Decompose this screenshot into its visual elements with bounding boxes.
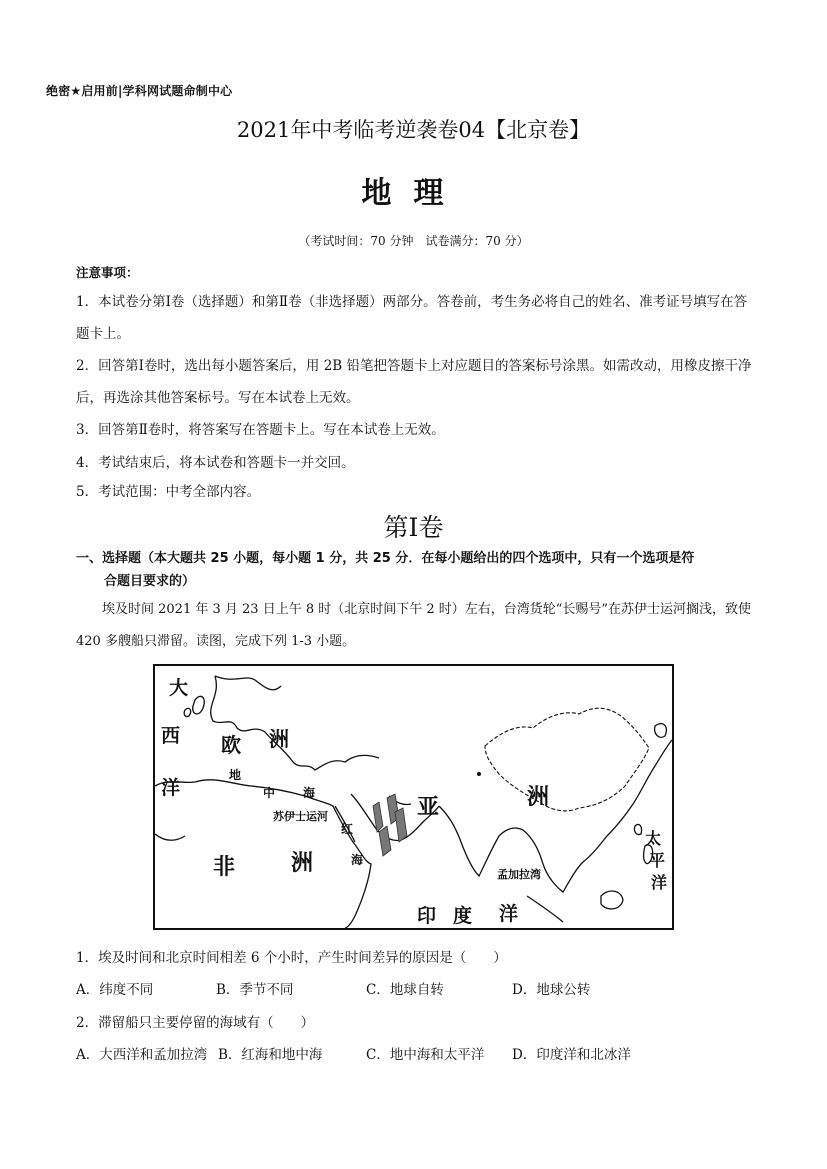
label-ya: 亚 bbox=[417, 795, 440, 820]
notice-item-2: 2．回答第Ⅰ卷时，选出每小题答案后，用 2B 铅笔把答题卡上对应题目的答案标号涂黑。如需改动，用橡皮擦干净后，再选涂其他答案标号。写在本试卷上无效。 bbox=[76, 358, 752, 406]
label-hai: 海 bbox=[303, 786, 316, 800]
notice-heading: 注意事项： bbox=[76, 265, 139, 280]
exam-info: （考试时间：70 分钟 试卷满分：70 分） bbox=[298, 234, 529, 248]
label-yin: 印 bbox=[417, 905, 437, 927]
beijing-marker bbox=[477, 772, 481, 776]
label-zhou-af: 洲 bbox=[291, 851, 314, 876]
label-di: 地 bbox=[229, 768, 242, 782]
section-title: 第Ⅰ卷 bbox=[383, 513, 444, 542]
q2-option-a[interactable]: A．大西洋和孟加拉湾 bbox=[76, 1047, 208, 1063]
taiwan bbox=[634, 824, 641, 834]
label-zhou-eu: 洲 bbox=[269, 727, 289, 751]
label-du: 度 bbox=[453, 905, 473, 927]
notice-item-3: 3．回答第Ⅱ卷时，将答案写在答题卡上。写在本试卷上无效。 bbox=[76, 422, 445, 438]
question-intro: 埃及时间 2021 年 3 月 23 日上午 8 时（北京时间下午 2 时）左右，台湾货轮“长赐号”在苏伊士运河搁浅，致使 420 多艘船只滞留。读图，完成下列 1-3 小题。 bbox=[76, 602, 752, 649]
confidential-tag: 绝密★启用前|学科网试题命制中心 bbox=[46, 84, 233, 98]
label-ou: 欧 bbox=[221, 733, 241, 757]
label-yang: 洋 bbox=[161, 777, 181, 799]
question-2-options bbox=[76, 1043, 756, 1063]
label-fei: 非 bbox=[213, 855, 236, 880]
label-yang3: 洋 bbox=[651, 873, 668, 892]
suez-region-map bbox=[153, 664, 674, 930]
section-heading-line1: 一、选择题（本大题共 25 小题，每小题 1 分，共 25 分．在每小题给出的四个选项中，只有一个选项是符 bbox=[76, 551, 695, 566]
label-hong: 红 bbox=[341, 822, 354, 836]
sumatra bbox=[527, 896, 563, 922]
section-heading bbox=[76, 547, 756, 593]
subject-title: 地理 bbox=[361, 176, 466, 211]
label-zhou-as: 洲 bbox=[527, 785, 550, 810]
q2-option-b[interactable]: B．红海和地中海 bbox=[218, 1047, 323, 1063]
label-da: 大 bbox=[169, 677, 189, 699]
indochina-coastline bbox=[523, 830, 607, 892]
label-suez-canal: 苏伊士运河 bbox=[273, 810, 328, 823]
label-zhong: 中 bbox=[263, 786, 276, 800]
stranded-ships bbox=[373, 794, 407, 856]
china-coastline bbox=[607, 740, 672, 836]
q1-option-d[interactable]: D．地球公转 bbox=[512, 982, 591, 998]
exam-title: 2021年中考临考逆袭卷04【北京卷】 bbox=[236, 118, 591, 142]
section-heading-line2: 合题目要求的） bbox=[104, 574, 196, 589]
q1-option-c[interactable]: C．地球自转 bbox=[366, 982, 444, 998]
question-1-stem: 1．埃及时间和北京时间相差 6 个小时，产生时间差异的原因是（ ） bbox=[76, 950, 507, 966]
africa-coastline bbox=[155, 780, 371, 928]
label-ping: 平 bbox=[649, 851, 666, 870]
africa-west-coast bbox=[155, 834, 185, 840]
label-xi: 西 bbox=[161, 725, 181, 747]
map-drawing bbox=[155, 666, 672, 928]
notice-item-4: 4．考试结束后，将本试卷和答题卡一并交回。 bbox=[76, 455, 355, 471]
china-border bbox=[485, 708, 649, 811]
label-hai2: 海 bbox=[351, 853, 364, 867]
q1-option-a[interactable]: A．纬度不同 bbox=[76, 982, 154, 998]
label-bengal-bay: 孟加拉湾 bbox=[497, 868, 541, 881]
india-coastline bbox=[439, 806, 523, 876]
british-isles bbox=[193, 696, 205, 714]
notice-item-5: 5．考试范围：中考全部内容。 bbox=[76, 484, 261, 500]
question-2-stem: 2．滞留船只主要停留的海域有（ ） bbox=[76, 1015, 315, 1031]
label-yang2: 洋 bbox=[499, 903, 519, 925]
scandinavia-coastline bbox=[215, 676, 281, 690]
q2-option-c[interactable]: C．地中海和太平洋 bbox=[366, 1047, 485, 1063]
notice-item-1: 1．本试卷分第Ⅰ卷（选择题）和第Ⅱ卷（非选择题）两部分。答卷前，考生务必将自己的姓名、准考证号填写在答题卡上。 bbox=[76, 294, 748, 342]
question-1-options bbox=[76, 978, 756, 998]
q2-option-d[interactable]: D．印度洋和北冰洋 bbox=[512, 1047, 631, 1063]
q1-option-b[interactable]: B．季节不同 bbox=[216, 982, 294, 998]
label-tai: 太 bbox=[645, 829, 662, 848]
borneo bbox=[601, 891, 623, 909]
